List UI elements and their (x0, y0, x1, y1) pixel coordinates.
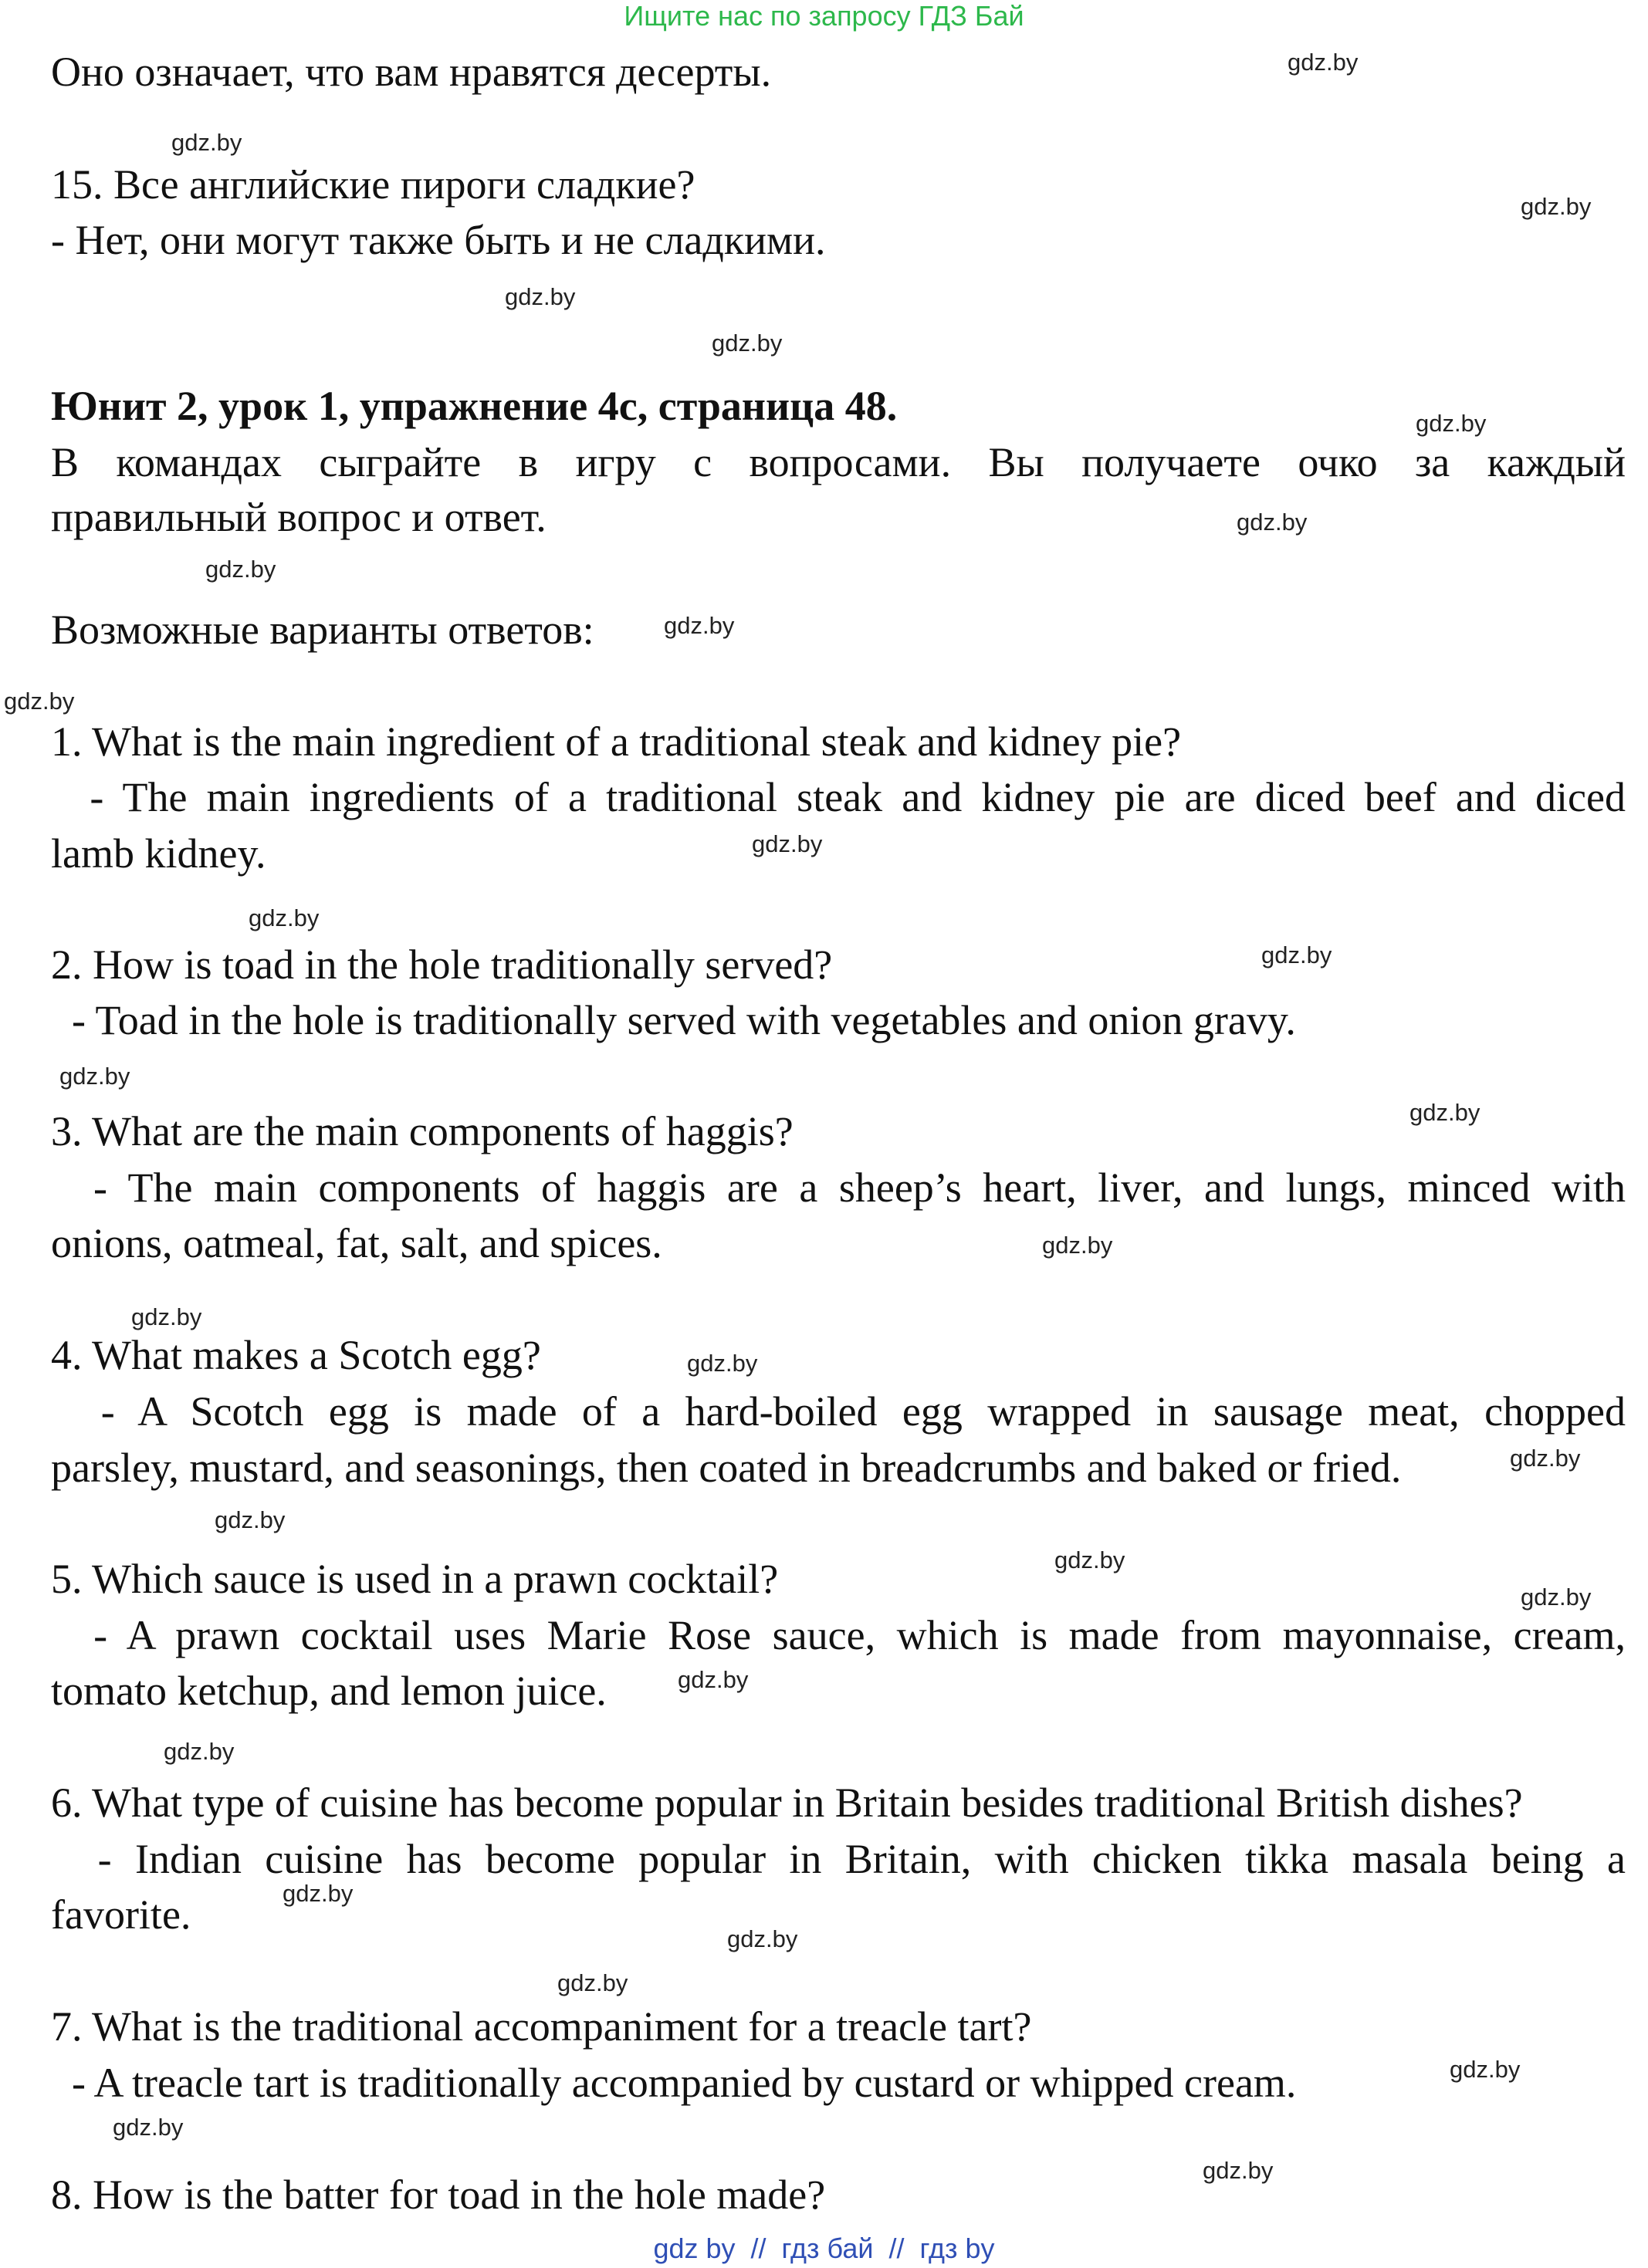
answer-1-line-2: lamb kidney. (51, 830, 266, 877)
answer-3-line-2: onions, oatmeal, fat, salt, and spices. (51, 1220, 662, 1266)
watermark: gdz.by (1261, 941, 1332, 968)
watermark: gdz.by (1288, 49, 1359, 76)
footer-links[interactable]: gdz by // гдз бай // гдз by (653, 2233, 995, 2264)
watermark: gdz.by (1416, 410, 1487, 437)
watermark: gdz.by (164, 1738, 235, 1765)
answer-6-line-2: favorite. (51, 1891, 191, 1938)
watermark: gdz.by (1450, 2056, 1521, 2083)
answer-6-line-1: - Indian cuisine has become popular in Britain, with chicken tikka masala being a (51, 1836, 1626, 1882)
watermark: gdz.by (557, 1969, 628, 1996)
watermark: gdz.by (1521, 1584, 1592, 1611)
answer-4-line-2: parsley, mustard, and seasonings, then coated in breadcrumbs and baked or fried. (51, 1445, 1402, 1491)
question-7: 7. What is the traditional accompaniment for a treacle tart? (51, 2003, 1032, 2050)
watermark: gdz.by (1054, 1546, 1125, 1573)
watermark: gdz.by (59, 1063, 130, 1090)
question-5: 5. Which sauce is used in a prawn cocktail? (51, 1556, 779, 1602)
watermark: gdz.by (687, 1350, 758, 1377)
question-3: 3. What are the main components of haggis? (51, 1108, 794, 1154)
task-line-1: В командах сыграйте в игру с вопросами. Вы получаете очко за каждый (51, 439, 1626, 485)
watermark: gdz.by (1042, 1232, 1113, 1259)
top-banner[interactable]: Ищите нас по запросу ГДЗ Бай (624, 0, 1024, 32)
watermark: gdz.by (249, 904, 320, 931)
possible-answers-heading: Возможные варианты ответов: (51, 607, 594, 653)
section-title: Юнит 2, урок 1, упражнение 4c, страница 48. (51, 383, 898, 429)
question-6: 6. What type of cuisine has become popular in Britain besides traditional British dishes? (51, 1780, 1523, 1826)
question-2: 2. How is toad in the hole traditionally served? (51, 941, 833, 988)
watermark: gdz.by (205, 556, 276, 583)
question-8: 8. How is the batter for toad in the hole made? (51, 2172, 826, 2218)
prev-answer-end: Оно означает, что вам нравятся десерты. (51, 49, 772, 95)
watermark: gdz.by (1409, 1099, 1480, 1126)
watermark: gdz.by (1203, 2157, 1274, 2184)
answer-15: - Нет, они могут также быть и не сладкими. (51, 217, 826, 263)
watermark: gdz.by (664, 612, 735, 639)
answer-4-line-1: - A Scotch egg is made of a hard-boiled egg wrapped in sausage meat, chopped (51, 1388, 1626, 1435)
watermark: gdz.by (171, 129, 242, 156)
answer-5-line-2: tomato ketchup, and lemon juice. (51, 1668, 607, 1714)
watermark: gdz.by (678, 1666, 749, 1693)
watermark: gdz.by (1521, 193, 1592, 220)
watermark: gdz.by (113, 2114, 184, 2141)
question-4: 4. What makes a Scotch egg? (51, 1332, 541, 1378)
answer-3-line-1: - The main components of haggis are a sheep’s heart, liver, and lungs, minced with (51, 1164, 1626, 1211)
watermark: gdz.by (712, 330, 783, 357)
answer-5-line-1: - A prawn cocktail uses Marie Rose sauce, which is made from mayonnaise, cream, (51, 1612, 1626, 1658)
watermark: gdz.by (1237, 509, 1308, 536)
question-1: 1. What is the main ingredient of a traditional steak and kidney pie? (51, 718, 1182, 765)
question-15: 15. Все английские пироги сладкие? (51, 161, 695, 208)
answer-1-line-1: - The main ingredients of a traditional steak and kidney pie are diced beef and diced (51, 774, 1626, 820)
watermark: gdz.by (4, 688, 75, 715)
watermark: gdz.by (283, 1880, 354, 1907)
watermark: gdz.by (727, 1925, 798, 1952)
watermark: gdz.by (131, 1303, 202, 1330)
answer-2: - Toad in the hole is traditionally served with vegetables and onion gravy. (51, 997, 1296, 1043)
watermark: gdz.by (215, 1506, 286, 1533)
task-line-2: правильный вопрос и ответ. (51, 494, 547, 540)
watermark: gdz.by (752, 830, 823, 857)
answer-7: - A treacle tart is traditionally accompanied by custard or whipped cream. (51, 2060, 1297, 2106)
watermark: gdz.by (1510, 1445, 1581, 1472)
watermark: gdz.by (505, 283, 576, 310)
